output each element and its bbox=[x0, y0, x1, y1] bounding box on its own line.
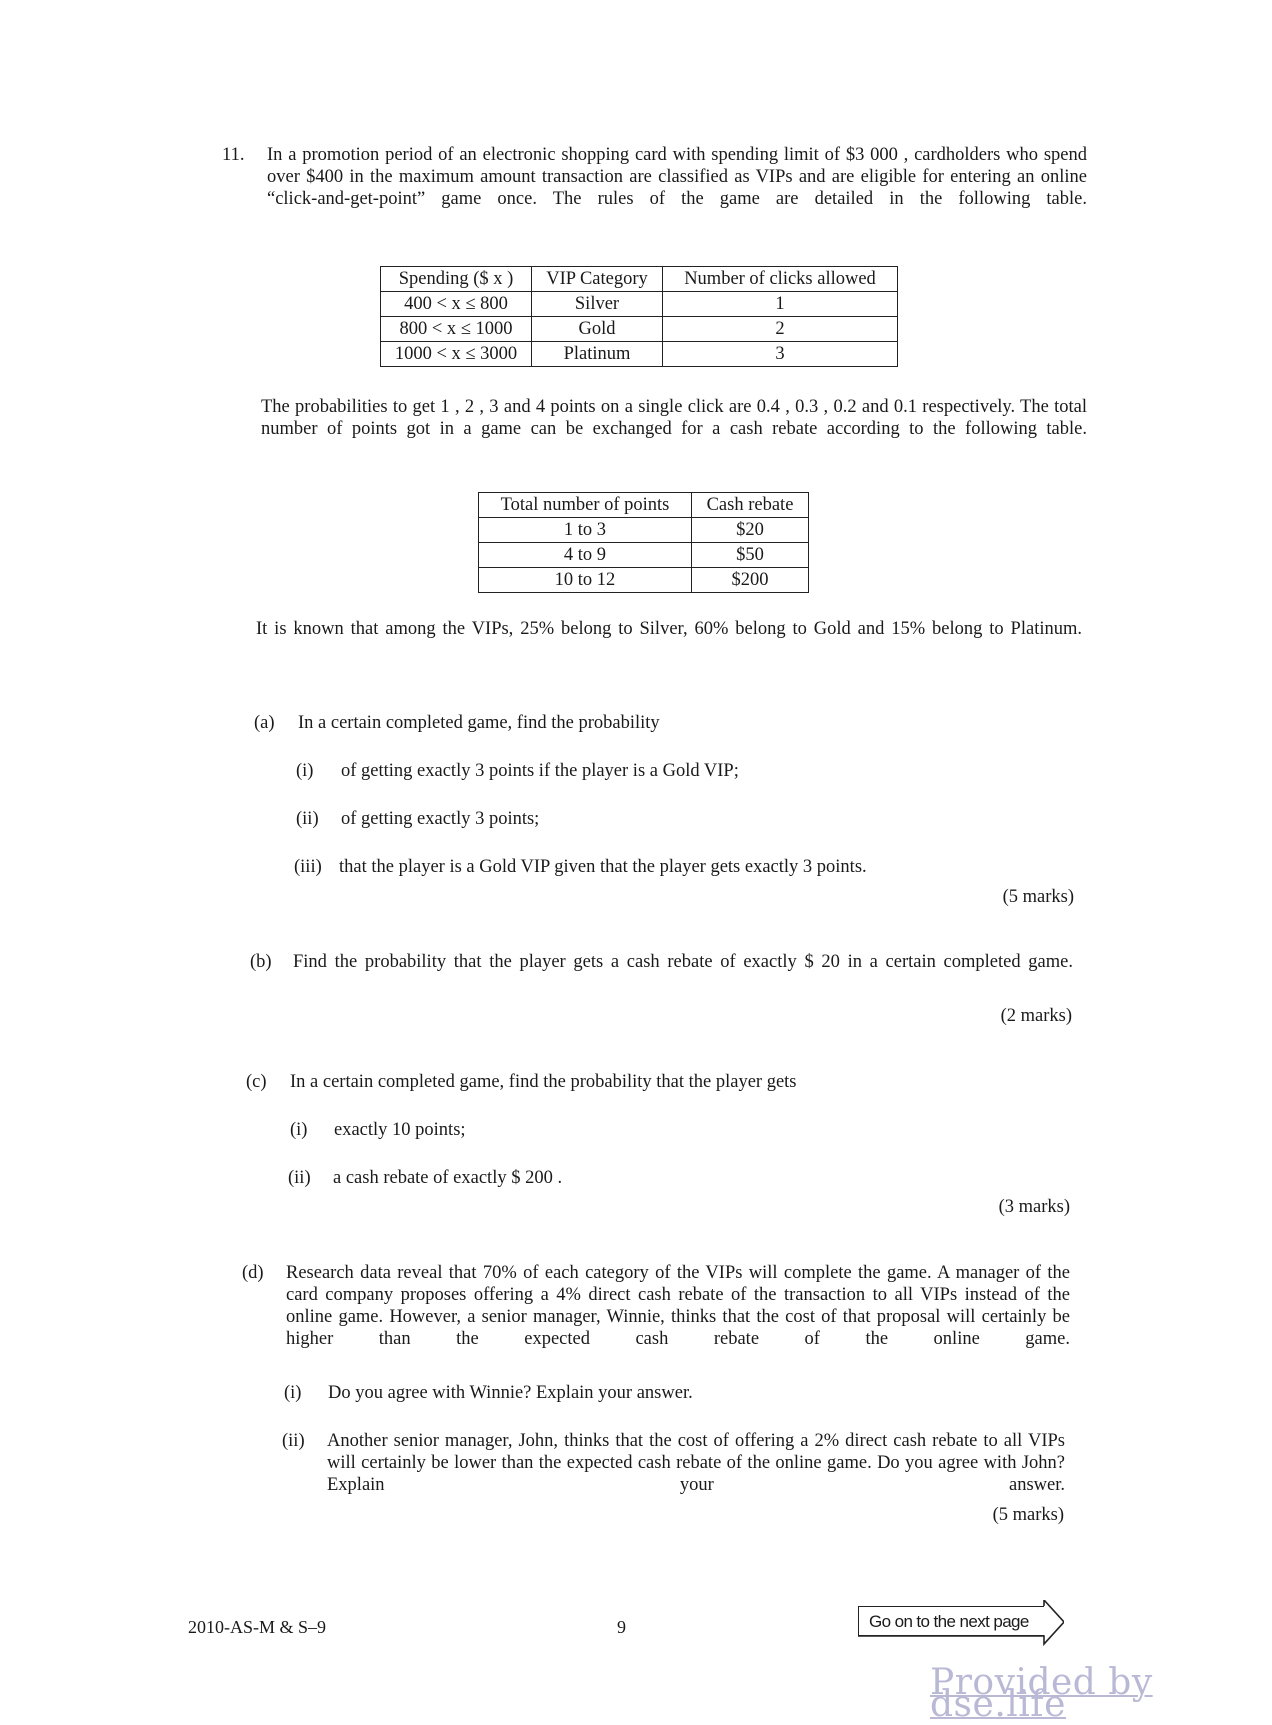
part-b-label: (b) bbox=[250, 952, 272, 972]
part-c-ii-label: (ii) bbox=[288, 1168, 311, 1188]
part-c-label: (c) bbox=[246, 1072, 267, 1092]
part-a-text: In a certain completed game, find the probability bbox=[298, 713, 660, 733]
part-d-ii-label: (ii) bbox=[282, 1431, 305, 1451]
part-d-label: (d) bbox=[242, 1263, 264, 1283]
table-header-cell: Total number of points bbox=[479, 493, 692, 518]
part-c-i-text: exactly 10 points; bbox=[334, 1120, 466, 1140]
part-b-text: Find the probability that the player gets a cash rebate of exactly $ 20 in a certain completed game. bbox=[293, 952, 1073, 972]
table-header-cell: Cash rebate bbox=[692, 493, 809, 518]
part-b-marks: (2 marks) bbox=[1000, 1006, 1072, 1026]
table-cell: 10 to 12 bbox=[479, 568, 692, 593]
table-row bbox=[479, 543, 809, 568]
part-c-marks: (3 marks) bbox=[998, 1197, 1070, 1217]
part-d-text: Research data reveal that 70% of each category of the VIPs will complete the game. A manager of the card company proposes offering a 4% direct cash rebate of the transaction to all VIPs instead of the online game. However, a senior manager, Winnie, thinks that the cost of that proposal will certainly be higher than the expected cash rebate of the online game. bbox=[286, 1263, 1070, 1349]
table-cell: 800 < x ≤ 1000 bbox=[381, 317, 532, 342]
table-cell: 2 bbox=[663, 317, 898, 342]
part-a-i-text: of getting exactly 3 points if the player is a Gold VIP; bbox=[341, 761, 739, 781]
table-cell: 1 bbox=[663, 292, 898, 317]
cash-rebate-table bbox=[478, 492, 809, 593]
part-c-text: In a certain completed game, find the probability that the player gets bbox=[290, 1072, 797, 1092]
watermark: Provided by dse.life bbox=[930, 1662, 1153, 1725]
table-cell: 1000 < x ≤ 3000 bbox=[381, 342, 532, 367]
table-row bbox=[479, 518, 809, 543]
table-cell: Gold bbox=[532, 317, 663, 342]
part-a-i-label: (i) bbox=[296, 761, 314, 781]
next-page-button[interactable] bbox=[858, 1600, 1064, 1652]
part-a-ii-text: of getting exactly 3 points; bbox=[341, 809, 540, 829]
table-cell: Silver bbox=[532, 292, 663, 317]
part-d-marks: (5 marks) bbox=[992, 1505, 1064, 1525]
part-c-ii-text: a cash rebate of exactly $ 200 . bbox=[333, 1168, 563, 1188]
arrow-right-icon bbox=[858, 1600, 1064, 1652]
table-row bbox=[479, 568, 809, 593]
part-a-marks: (5 marks) bbox=[1002, 887, 1074, 907]
table-row bbox=[381, 342, 898, 367]
table-cell: 4 to 9 bbox=[479, 543, 692, 568]
question-number: 11. bbox=[222, 145, 245, 165]
part-c-i-label: (i) bbox=[290, 1120, 308, 1140]
table-header-cell: VIP Category bbox=[532, 267, 663, 292]
table-header-row bbox=[479, 493, 809, 518]
part-d-i-label: (i) bbox=[284, 1383, 302, 1403]
table-cell: 400 < x ≤ 800 bbox=[381, 292, 532, 317]
part-a-ii-label: (ii) bbox=[296, 809, 319, 829]
table-cell: 1 to 3 bbox=[479, 518, 692, 543]
part-d-ii-text: Another senior manager, John, thinks that the cost of offering a 2% direct cash rebate to all VIPs will certainly be lower than the expected cash rebate of the online game. Do you agree with John? Explain your answer. bbox=[327, 1431, 1065, 1495]
vip-category-table bbox=[380, 266, 898, 367]
table-cell: Platinum bbox=[532, 342, 663, 367]
part-a-iii-text: that the player is a Gold VIP given that the player gets exactly 3 points. bbox=[339, 857, 867, 877]
probability-text: The probabilities to get 1 , 2 , 3 and 4 points on a single click are 0.4 , 0.3 , 0.2 and 0.1 respectively. The total number of points got in a game can be exchanged for a cash rebate according to the following table. bbox=[261, 397, 1087, 439]
table-header-cell: Spending ($ x ) bbox=[381, 267, 532, 292]
page-number: 9 bbox=[617, 1617, 626, 1637]
table-header-row bbox=[381, 267, 898, 292]
next-page-label: Go on to the next page bbox=[858, 1606, 1044, 1636]
part-a-iii-label: (iii) bbox=[294, 857, 322, 877]
part-a-label: (a) bbox=[254, 713, 275, 733]
part-d-i-text: Do you agree with Winnie? Explain your answer. bbox=[328, 1383, 693, 1403]
table-row bbox=[381, 317, 898, 342]
paper-code: 2010-AS-M & S–9 bbox=[188, 1617, 327, 1637]
table-cell: $20 bbox=[692, 518, 809, 543]
question-intro: In a promotion period of an electronic shopping card with spending limit of $3 000 , cardholders who spend over $400 in the maximum amount transaction are classified as VIPs and are eligible for entering an online “click-and-get-point” game once. The rules of the game are detailed in the following table. bbox=[267, 145, 1087, 209]
table-cell: 3 bbox=[663, 342, 898, 367]
table-row bbox=[381, 292, 898, 317]
table-cell: $50 bbox=[692, 543, 809, 568]
table-header-cell: Number of clicks allowed bbox=[663, 267, 898, 292]
vip-distribution-text: It is known that among the VIPs, 25% belong to Silver, 60% belong to Gold and 15% belong to Platinum. bbox=[256, 619, 1082, 639]
table-cell: $200 bbox=[692, 568, 809, 593]
